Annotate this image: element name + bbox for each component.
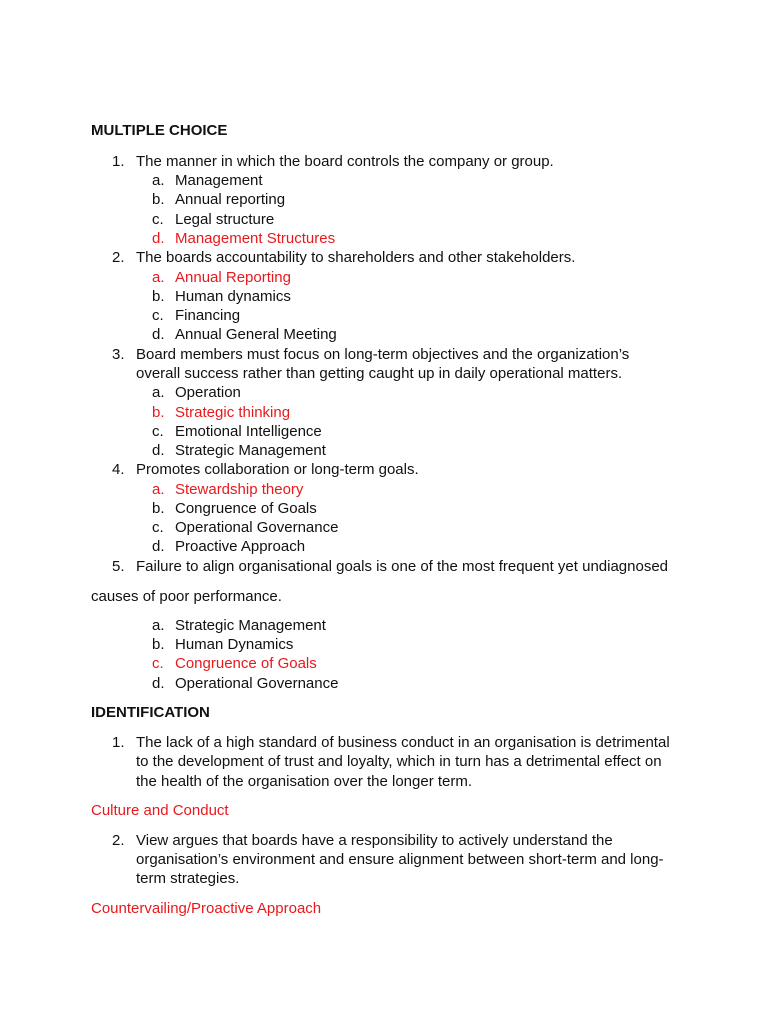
question-number: 4. [112,461,125,478]
question-number: 1. [112,153,125,170]
option-text-correct: Stewardship theory [175,481,304,498]
option-letter: d. [152,326,165,343]
option-letter: a. [152,617,165,634]
option-letter: d. [152,538,165,555]
question-text: Promotes collaboration or long-term goals. [136,461,419,478]
option-letter: c. [152,423,164,440]
question-text: Failure to align organisational goals is one of the most frequent yet undiagnosed [136,558,669,575]
option-letter: c. [152,307,164,324]
option-text-correct: Strategic thinking [175,404,291,421]
option-letter-correct: c. [152,655,164,672]
option-letter: a. [152,384,165,401]
question-text: Board members must focus on long-term objectives and the organization’s [136,346,630,363]
question-text: The manner in which the board controls the company or group. [136,153,554,170]
question-number: 1. [112,734,125,751]
option-text: Operational Governance [175,519,339,536]
question-text: The boards accountability to shareholders and other stakeholders. [136,249,576,266]
option-text: Management [175,172,263,189]
option-text: Operational Governance [175,675,339,692]
option-text: Financing [175,307,241,324]
option-text: Congruence of Goals [175,500,317,517]
section-title-multiple-choice: MULTIPLE CHOICE [91,122,228,139]
option-text: Strategic Management [175,617,326,634]
option-text-correct: Congruence of Goals [175,655,317,672]
option-text: Legal structure [175,211,275,228]
question-text: the health of the organisation over the longer term. [136,773,473,790]
question-number: 5. [112,558,125,575]
option-text: Proactive Approach [175,538,306,555]
option-text: Emotional Intelligence [175,423,322,440]
question-number: 2. [112,249,125,266]
option-text: Operation [175,384,241,401]
option-letter: a. [152,172,165,189]
option-text-correct: Management Structures [175,230,336,247]
option-letter: b. [152,636,165,653]
option-text: Human Dynamics [175,636,294,653]
question-text: to the development of trust and loyalty, which in turn has a detrimental effect on [136,753,662,770]
question-text: term strategies. [136,870,240,887]
option-text: Strategic Management [175,442,326,459]
section-title-identification: IDENTIFICATION [91,704,210,721]
option-letter-correct: b. [152,404,165,421]
answer-text: Countervailing/Proactive Approach [91,900,322,917]
option-text: Annual General Meeting [175,326,337,343]
option-letter: b. [152,191,165,208]
question-text: overall success rather than getting caught up in daily operational matters. [136,365,623,382]
option-text: Annual reporting [175,191,286,208]
option-letter: b. [152,288,165,305]
option-letter-correct: d. [152,230,165,247]
question-number: 3. [112,346,125,363]
answer-text: Culture and Conduct [91,802,229,819]
question-text: The lack of a high standard of business conduct in an organisation is detrimental [136,734,670,751]
option-text: Human dynamics [175,288,291,305]
option-letter: c. [152,211,164,228]
question-text-continuation: causes of poor performance. [91,588,282,605]
option-text-correct: Annual Reporting [175,269,291,286]
option-letter: b. [152,500,165,517]
question-text: organisation’s environment and ensure alignment between short-term and long- [136,851,664,868]
option-letter: d. [152,675,165,692]
option-letter: c. [152,519,164,536]
option-letter: d. [152,442,165,459]
option-letter-correct: a. [152,269,165,286]
option-letter-correct: a. [152,481,165,498]
question-number: 2. [112,832,125,849]
question-text: View argues that boards have a responsibility to actively understand the [136,832,613,849]
